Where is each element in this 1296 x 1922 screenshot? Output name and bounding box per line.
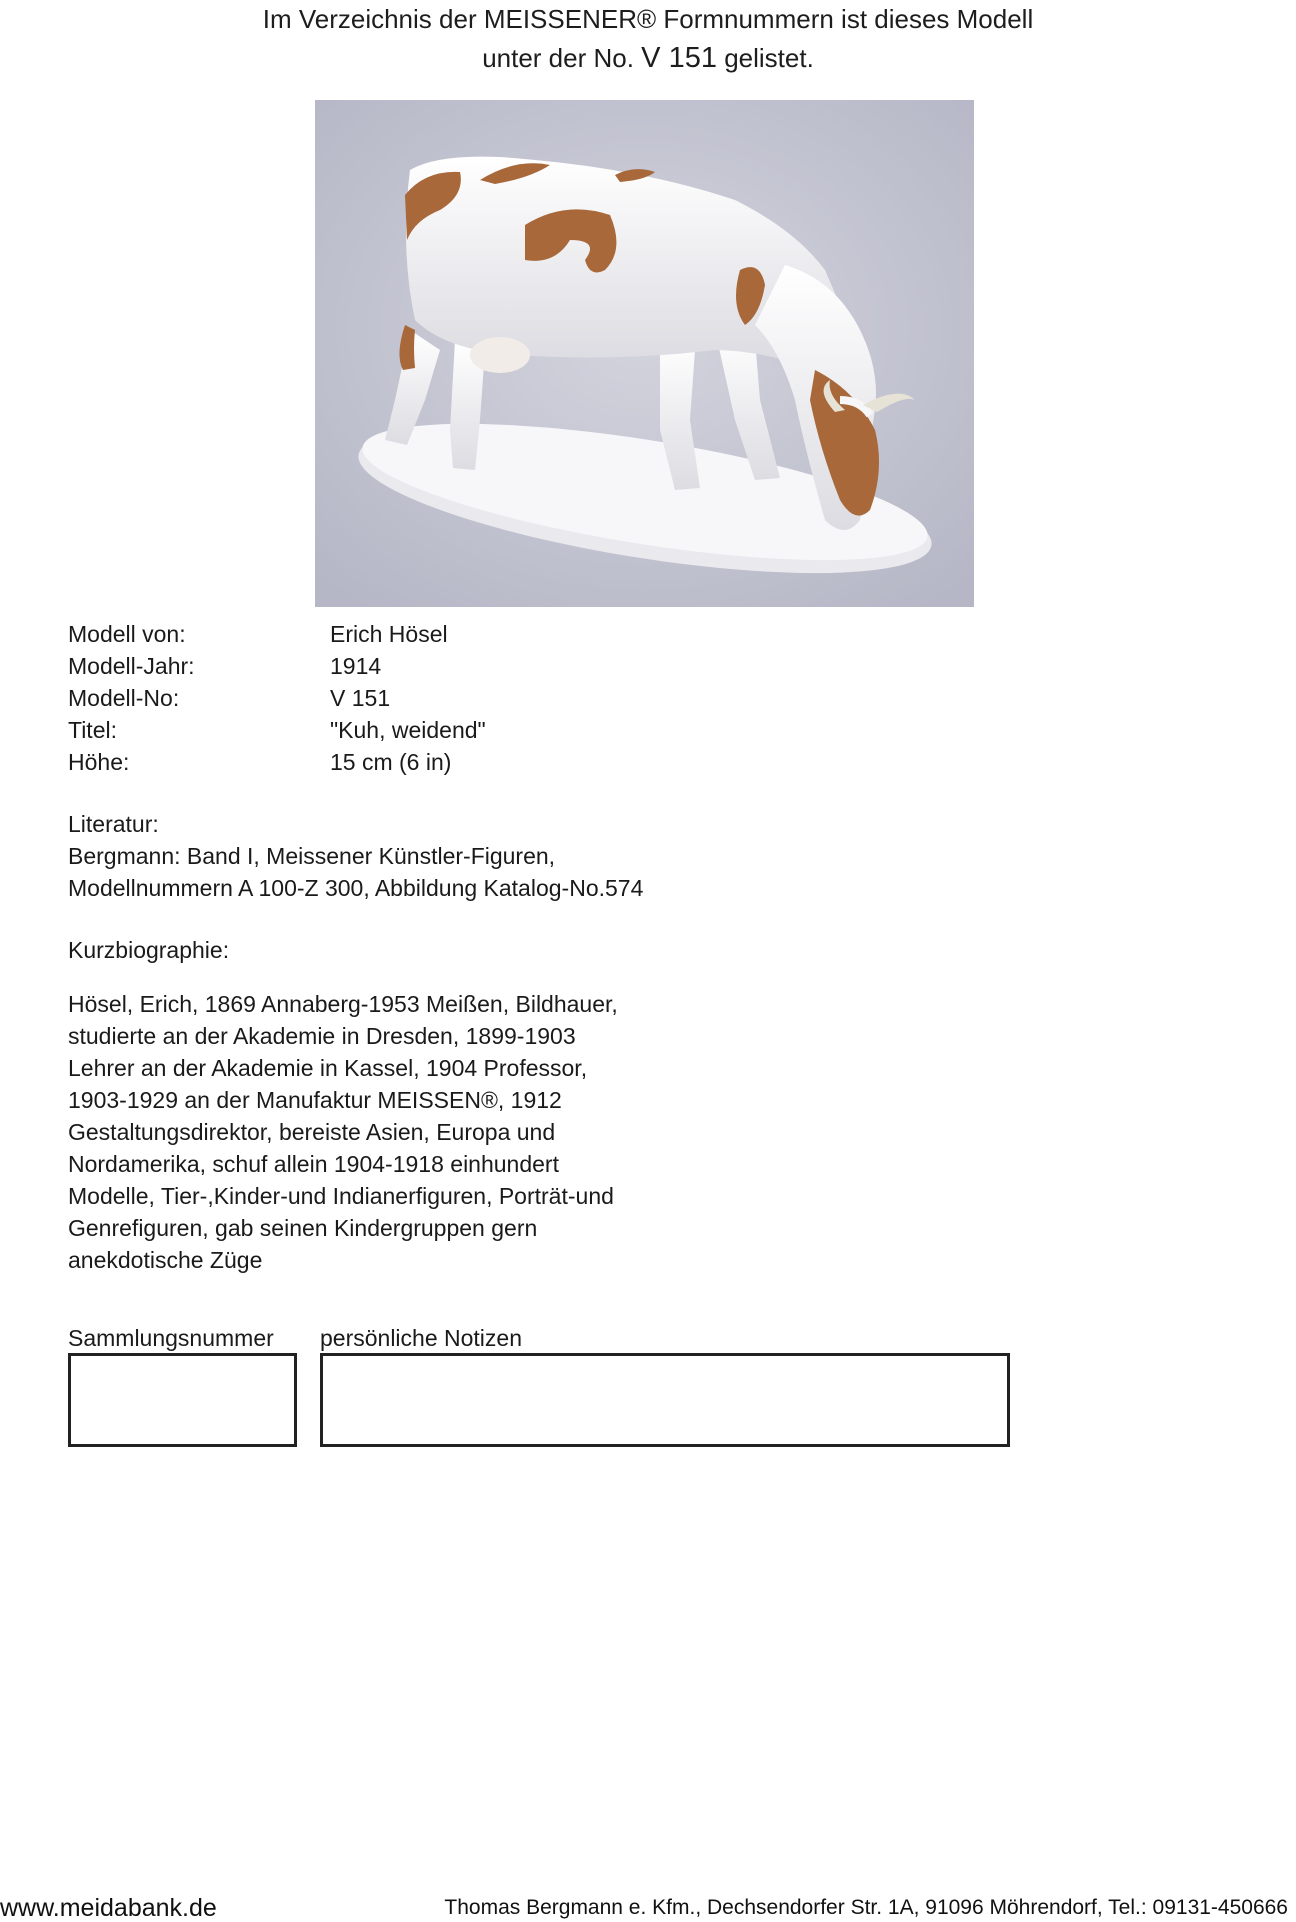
footer-address: Thomas Bergmann e. Kfm., Dechsendorfer Str. 1A, 91096 Möhrendorf, Tel.: 09131-450666 (444, 1896, 1288, 1919)
fact-label: Höhe: (68, 749, 130, 775)
footer-website[interactable]: www.meidabank.de (0, 1894, 217, 1922)
fact-row-titel (68, 714, 486, 746)
fact-label: Titel: (68, 717, 117, 743)
fact-value: 1914 (330, 653, 382, 679)
sammlungsnummer-field[interactable] (68, 1353, 297, 1447)
bio-line: Genrefiguren, gab seinen Kindergruppen gern (68, 1215, 538, 1241)
bio-line: anekdotische Züge (68, 1247, 263, 1273)
product-photo (315, 100, 974, 607)
fact-label: Modell-No: (68, 685, 180, 711)
literatur-title: Literatur: (68, 811, 159, 837)
bio-line: Hösel, Erich, 1869 Annaberg-1953 Meißen, Bildhauer, (68, 991, 618, 1017)
fact-value: V 151 (330, 685, 391, 711)
fact-label: Modell-Jahr: (68, 653, 195, 679)
fact-row-modell-von (68, 618, 486, 650)
fact-value: 15 cm (6 in) (330, 749, 452, 775)
porcelain-cow-illustration (315, 100, 974, 607)
bio-line: 1903-1929 an der Manufaktur MEISSEN®, 1912 (68, 1087, 562, 1113)
literatur-line: Bergmann: Band I, Meissener Künstler-Figuren, (68, 843, 556, 869)
notizen-field[interactable] (320, 1353, 1010, 1447)
bio-line: Gestaltungsdirektor, bereiste Asien, Europa und (68, 1119, 556, 1145)
fact-value: "Kuh, weidend" (330, 717, 486, 743)
notizen-label: persönliche Notizen (320, 1325, 523, 1351)
fact-row-modell-jahr (68, 650, 486, 682)
fact-label: Modell von: (68, 621, 186, 647)
page-header (0, 0, 1296, 78)
header-line-1: Im Verzeichnis der MEISSENER® Formnummern ist dieses Modell (262, 4, 1034, 34)
bio-line: Nordamerika, schuf allein 1904-1918 einhundert (68, 1151, 559, 1177)
fact-row-hoehe (68, 746, 486, 778)
bio-line: studierte an der Akademie in Dresden, 1899-1903 (68, 1023, 576, 1049)
header-suffix: gelistet. (724, 43, 814, 73)
literatur-line: Modellnummern A 100-Z 300, Abbildung Katalog-No.574 (68, 875, 644, 901)
fact-row-modell-no (68, 682, 486, 714)
model-number-highlight: V 151 (641, 42, 717, 74)
literatur-section (68, 808, 708, 904)
sammlungsnummer-label: Sammlungsnummer (68, 1325, 274, 1351)
bio-line: Lehrer an der Akademie in Kassel, 1904 Professor, (68, 1055, 588, 1081)
kurzbiographie-text (68, 988, 708, 1276)
bio-line: Modelle, Tier-,Kinder-und Indianerfiguren, Porträt-und (68, 1183, 614, 1209)
kurzbiographie-title: Kurzbiographie: (68, 937, 230, 963)
model-facts (68, 618, 486, 778)
fact-value: Erich Hösel (330, 621, 448, 647)
header-line-2 (0, 39, 1296, 78)
header-prefix: unter der No. (482, 43, 634, 73)
